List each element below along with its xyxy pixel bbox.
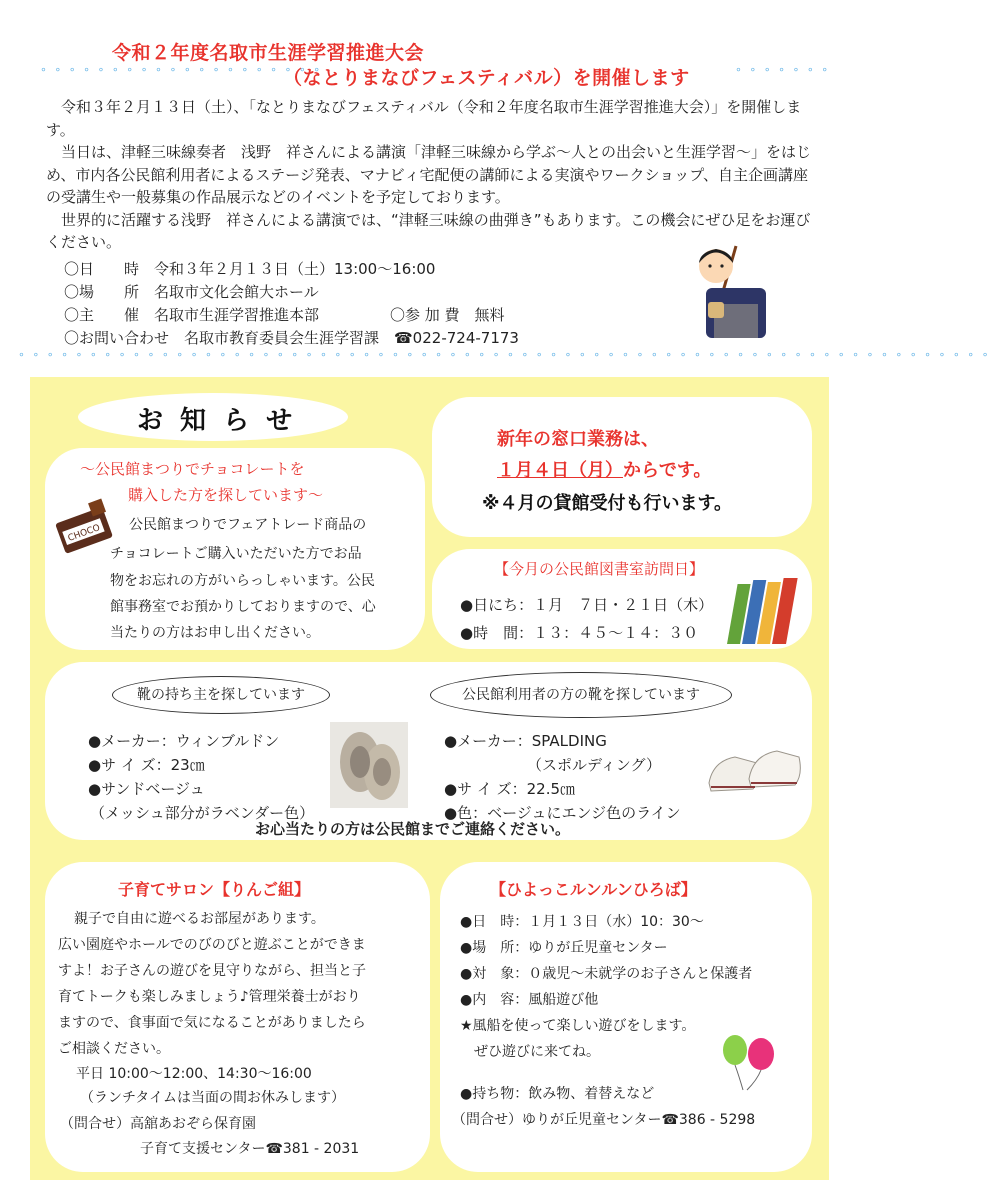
shamisen-player-illustration xyxy=(686,238,766,338)
salon-line-2: 広い園庭やホールでのびのびと遊ぶことができま xyxy=(58,937,366,953)
hiyokko-date: ●日 時：１月１３日（水）10：30～ xyxy=(460,914,704,930)
hiyokko-place: ●場 所：ゆりが丘児童センター xyxy=(460,940,668,956)
hiyokko-note-1: ★風船を使って楽しい遊びをします。 xyxy=(460,1018,696,1034)
salon-line-4: 育てトークも楽しみましょう♪管理栄養士がおり xyxy=(58,989,361,1005)
hiyokko-note-2: ぜひ遊びに来てね。 xyxy=(474,1044,600,1060)
intro-text xyxy=(46,96,818,254)
event-contact: 〇お問い合わせ 名取市教育委員会生涯学習課 ☎022-724-7173 xyxy=(64,329,519,347)
hiyokko-title: 【ひよっこルンルンひろば】 xyxy=(490,880,697,899)
shoes-right-maker-kana: （スポルディング） xyxy=(527,756,661,774)
library-date: ●日にち：１月 ７日・２１日（木） xyxy=(460,596,714,614)
shoes-right-size: ●サ イ ズ：22.5㎝ xyxy=(444,780,576,798)
chocolate-icon xyxy=(53,500,118,560)
salon-title: 子育てサロン【りんご組】 xyxy=(118,880,311,899)
chocolate-line-3: 物をお忘れの方がいらっしゃいます。公民 xyxy=(110,573,375,589)
shoes-bubble-right: 公民館利用者の方の靴を探しています xyxy=(430,672,732,718)
books-icon xyxy=(723,576,805,646)
newyear-date: １月４日（月） xyxy=(497,460,623,481)
notice-heading: お 知 ら せ xyxy=(137,406,297,436)
chocolate-line-5: 当たりの方はお申し出ください。 xyxy=(110,625,320,641)
chocolate-line-2: チョコレートご購入いただいた方でお品 xyxy=(110,546,362,562)
dot-border-middle: ∘ ∘ ∘ ∘ ∘ ∘ ∘ ∘ ∘ ∘ ∘ ∘ ∘ ∘ ∘ ∘ ∘ ∘ ∘ ∘ ∘ ∘ ∘ ∘ ∘ ∘ ∘ ∘ ∘ ∘ ∘ ∘ ∘ ∘ ∘ ∘ ∘ ∘ ∘ ∘ ∘ ∘ ∘ ∘ ∘ ∘ ∘ ∘ ∘ ∘ ∘ ∘ ∘ ∘ ∘ ∘ ∘ ∘ ∘ ∘ ∘ ∘ ∘ ∘ ∘ ∘ ∘ ∘ xyxy=(18,348,991,361)
salon-line-1: 親子で自由に遊べるお部屋があります。 xyxy=(74,911,325,927)
shoes-photo xyxy=(330,722,408,808)
salon-line-3: すよ！お子さんの遊びを見守りながら、担当と子 xyxy=(58,963,366,979)
event-date: 〇日 時 令和３年２月１３日（土）13:00～16:00 xyxy=(64,260,436,278)
shoes-left-size: ●サ イ ズ：23㎝ xyxy=(88,756,205,774)
chocolate-line-1: 公民館まつりでフェアトレード商品の xyxy=(129,517,367,533)
shoes-left-color: ●サンドベージュ xyxy=(88,780,205,798)
hiyokko-bring: ●持ち物：飲み物、着替えなど xyxy=(460,1086,655,1102)
hiyokko-target: ●対 象：０歳児～未就学のお子さんと保護者 xyxy=(460,966,753,982)
shoes-footer: お心当たりの方は公民館までご連絡ください。 xyxy=(255,820,571,838)
salon-line-6: ご相談ください。 xyxy=(58,1041,170,1057)
intro-paragraph-3: 世界的に活躍する浅野 祥さんによる講演では、“津軽三味線の曲弾き”もあります。この機会にぜひ足をお運びください。 xyxy=(46,210,811,251)
salon-time: 平日 10:00～12:00、14:30～16:00 xyxy=(76,1066,312,1082)
shoes-left-maker: ●メーカー：ウィンブルドン xyxy=(88,732,280,750)
chocolate-title-1: ～公民館まつりでチョコレートを xyxy=(80,460,305,478)
salon-contact-2: 子育て支援センター☎381 - 2031 xyxy=(140,1141,360,1157)
dot-border-top-right: ∘ ∘ ∘ ∘ ∘ ∘ ∘ xyxy=(735,63,831,76)
newyear-line-1: 新年の窓口業務は、 xyxy=(497,429,659,450)
chocolate-title-2: 購入した方を探しています～ xyxy=(128,486,324,504)
newyear-line-2-rest: からです。 xyxy=(623,460,712,481)
intro-paragraph-1: 令和３年２月１３日（土）、「なとりまなびフェスティバル（令和２年度名取市生涯学習推進大会）」を開催します。 xyxy=(46,98,802,139)
chocolate-line-4: 館事務室でお預かりしておりますので、心 xyxy=(110,599,376,615)
newyear-line-2 xyxy=(497,456,711,482)
event-host: 〇主 催 名取市生涯学習推進本部 xyxy=(64,306,320,324)
shoes-right-color: ●色：ベージュにエンジ色のライン xyxy=(444,804,681,822)
shoes-bubble-left: 靴の持ち主を探しています xyxy=(112,676,330,714)
title-line2: （なとりまなびフェスティバル）を開催します xyxy=(283,67,690,89)
event-fee: 〇参 加 費 無料 xyxy=(390,306,505,324)
white-shoes-image xyxy=(703,735,808,805)
hiyokko-contact: （問合せ）ゆりが丘児童センター☎386 - 5298 xyxy=(452,1112,756,1128)
dot-border-top-left: ∘ ∘ ∘ ∘ ∘ ∘ ∘ ∘ ∘ ∘ ∘ ∘ ∘ ∘ ∘ ∘ ∘ ∘ ∘ ∘ xyxy=(40,63,323,76)
chocolate-icon-label: CHOCO xyxy=(66,523,102,544)
hiyokko-content: ●内 容：風船遊び他 xyxy=(460,992,599,1008)
event-place: 〇場 所 名取市文化会館大ホール xyxy=(64,283,319,301)
library-title: 【今月の公民館図書室訪問日】 xyxy=(494,560,705,578)
newyear-line-3: ※４月の貸館受付も行います。 xyxy=(482,493,733,514)
salon-lunch: （ランチタイムは当面の間お休みします） xyxy=(80,1090,346,1106)
shoes-left-note: （メッシュ部分がラベンダー色） xyxy=(90,804,315,822)
intro-paragraph-2: 当日は、津軽三味線奏者 浅野 祥さんによる講演「津軽三味線から学ぶ～人との出会いと生涯学習～」をはじめ、市内各公民館利用者によるステージ発表、マナビィ宅配便の講師による実演やワークショップ、自主企画講座の受講生や一般募集の作品展示などのイベントを予定しております。 xyxy=(46,143,812,206)
salon-line-5: ますので、食事面で気になることがありましたら xyxy=(58,1015,366,1031)
library-time: ●時 間：１３：４５～１４：３０ xyxy=(460,624,699,642)
balloons-icon xyxy=(713,1030,783,1092)
shoes-right-maker: ●メーカー：SPALDING xyxy=(444,732,607,750)
salon-contact-1: （問合せ）高舘あおぞら保育園 xyxy=(60,1116,256,1132)
title-line1: 令和２年度名取市生涯学習推進大会 xyxy=(112,42,425,64)
